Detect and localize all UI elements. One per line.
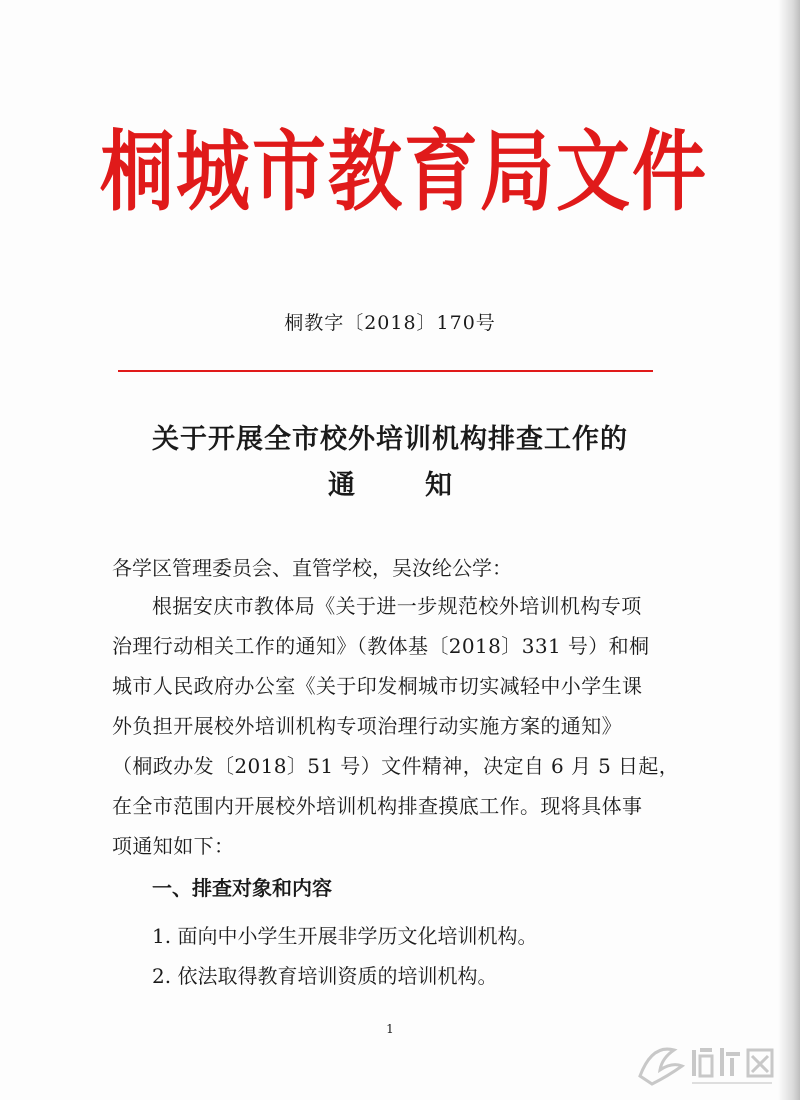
document-number: 桐教字〔2018〕170号	[284, 312, 496, 334]
list-item-2: 2. 依法取得教育培训资质的培训机构。	[152, 964, 498, 988]
body-line-1: 根据安庆市教体局《关于进一步规范校外培训机构专项	[152, 594, 642, 618]
notice-title-char-1: 通	[328, 470, 355, 501]
scan-edge-shadow	[778, 0, 800, 1100]
watermark-graphic	[632, 1036, 782, 1092]
body-line-2: 治理行动相关工作的通知》（教体基〔2018〕331 号）和桐	[112, 634, 650, 658]
notice-title-line-1: 关于开展全市校外培训机构排查工作的	[152, 424, 628, 455]
red-separator-line	[118, 370, 653, 372]
site-logo-watermark-icon	[632, 1036, 782, 1092]
body-line-4: 外负担开展校外培训机构专项治理行动实施方案的通知》	[112, 714, 622, 738]
page-number: 1	[386, 1022, 394, 1036]
list-item-1: 1. 面向中小学生开展非学历文化培训机构。	[152, 924, 538, 948]
notice-title-line-2	[0, 466, 780, 506]
body-line-3: 城市人民政府办公室《关于印发桐城市切实减轻中小学生课	[112, 674, 643, 698]
body-line-5: （桐政办发〔2018〕51 号）文件精神，决定自 6 月 5 日起，	[112, 754, 680, 778]
document-masthead: 桐城市教育局文件	[100, 121, 708, 224]
section-1-heading: 一、排查对象和内容	[152, 876, 332, 900]
body-line-6: 在全市范围内开展校外培训机构排查摸底工作。现将具体事	[112, 794, 643, 818]
notice-title-char-2: 知	[425, 470, 452, 501]
salutation: 各学区管理委员会、直管学校，吴汝纶公学：	[112, 556, 512, 580]
body-line-7: 项通知如下：	[112, 834, 235, 858]
